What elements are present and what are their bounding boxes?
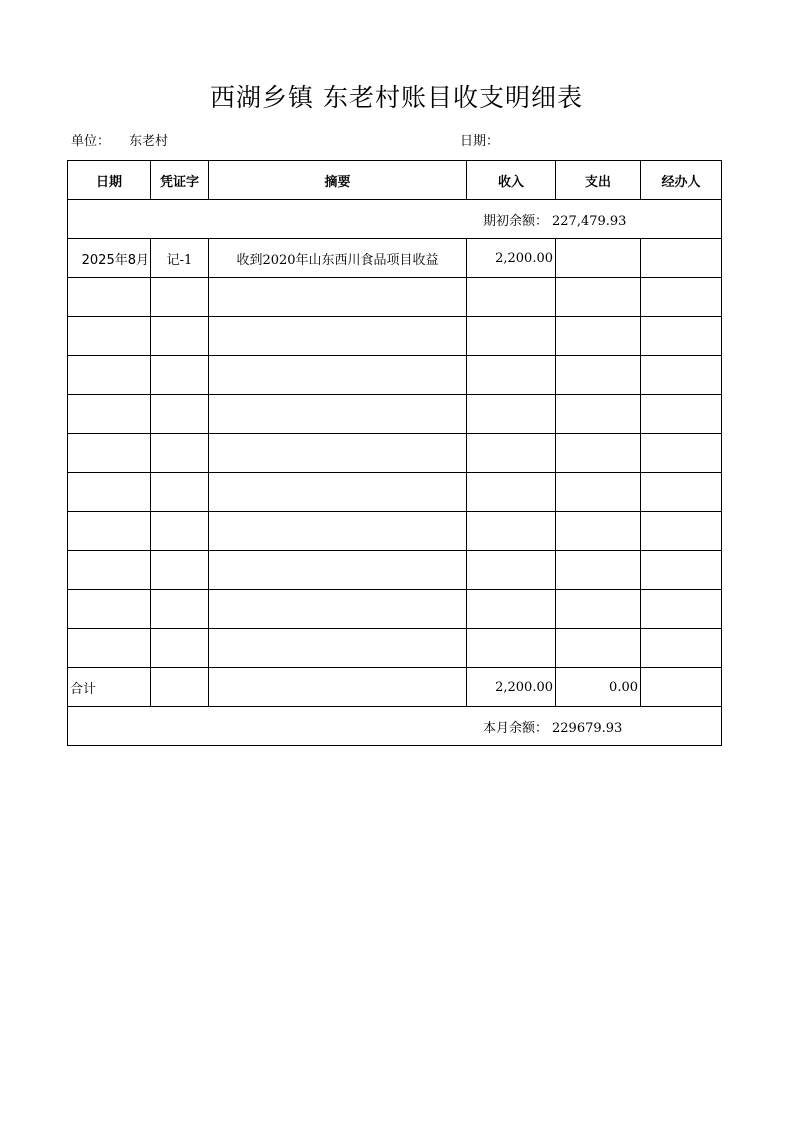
empty-cell [151, 395, 209, 434]
closing-balance-label: 本月余额： [483, 720, 549, 736]
empty-cell [209, 590, 467, 629]
empty-cell [209, 629, 467, 668]
closing-balance-value: 229679.93 [552, 720, 623, 736]
empty-cell [641, 473, 722, 512]
empty-cell [209, 356, 467, 395]
empty-cell [68, 590, 151, 629]
totals-expense: 0.00 [556, 668, 641, 707]
empty-cell [68, 551, 151, 590]
empty-cell [556, 629, 641, 668]
table-row [68, 434, 722, 473]
table-row [68, 590, 722, 629]
empty-cell [467, 551, 556, 590]
opening-balance-row [68, 200, 722, 239]
table-row [68, 629, 722, 668]
empty-cell [68, 278, 151, 317]
empty-cell [641, 395, 722, 434]
empty-cell [467, 278, 556, 317]
empty-cell [467, 395, 556, 434]
table-row [68, 278, 722, 317]
empty-cell [151, 278, 209, 317]
table-row [68, 317, 722, 356]
totals-row [68, 668, 722, 707]
empty-cell [556, 551, 641, 590]
empty-cell [68, 395, 151, 434]
empty-cell [209, 551, 467, 590]
entry-voucher: 记-1 [151, 239, 209, 278]
header-income: 收入 [467, 161, 556, 200]
table-row [68, 473, 722, 512]
empty-cell [641, 551, 722, 590]
empty-cell [151, 590, 209, 629]
entry-summary: 收到2020年山东西川食品项目收益 [209, 239, 467, 278]
table-row [68, 395, 722, 434]
empty-cell [209, 434, 467, 473]
empty-cell [209, 512, 467, 551]
entry-expense [556, 239, 641, 278]
empty-cell [151, 356, 209, 395]
table-row [68, 356, 722, 395]
table-row [68, 512, 722, 551]
empty-cell [68, 356, 151, 395]
document-title: 西湖乡镇 东老村账目收支明细表 [210, 83, 583, 112]
empty-cell [641, 629, 722, 668]
closing-balance-row [68, 707, 722, 746]
empty-cell [209, 668, 467, 707]
empty-cell [641, 590, 722, 629]
empty-cell [641, 512, 722, 551]
header-handler: 经办人 [641, 161, 722, 200]
entry-income: 2,200.00 [467, 239, 556, 278]
empty-cell [467, 629, 556, 668]
empty-cell [68, 629, 151, 668]
empty-cell [556, 512, 641, 551]
date-label: 日期： [460, 134, 500, 149]
unit-value: 东老村 [129, 134, 169, 149]
header-voucher: 凭证字 [151, 161, 209, 200]
empty-cell [467, 434, 556, 473]
empty-cell [151, 317, 209, 356]
empty-cell [467, 317, 556, 356]
empty-cell [68, 512, 151, 551]
empty-cell [209, 395, 467, 434]
empty-cell [556, 317, 641, 356]
unit-label: 单位： [71, 134, 111, 149]
header-summary: 摘要 [209, 161, 467, 200]
empty-cell [467, 590, 556, 629]
empty-cell [209, 317, 467, 356]
empty-cell [556, 473, 641, 512]
empty-cell [467, 512, 556, 551]
empty-cell [556, 278, 641, 317]
empty-cell [556, 356, 641, 395]
empty-cell [151, 512, 209, 551]
empty-cell [641, 668, 722, 707]
header-row [68, 161, 722, 200]
totals-income: 2,200.00 [467, 668, 556, 707]
empty-cell [556, 395, 641, 434]
header-expense: 支出 [556, 161, 641, 200]
empty-cell [151, 473, 209, 512]
empty-cell [641, 356, 722, 395]
empty-cell [209, 278, 467, 317]
empty-cell [68, 473, 151, 512]
empty-cell [467, 473, 556, 512]
empty-cell [68, 434, 151, 473]
empty-cell [151, 668, 209, 707]
empty-cell [556, 434, 641, 473]
empty-cell [151, 629, 209, 668]
opening-balance-label: 期初余额： [483, 213, 549, 229]
table-row [68, 551, 722, 590]
table-row [68, 239, 722, 278]
empty-cell [209, 473, 467, 512]
empty-cell [467, 356, 556, 395]
empty-cell [151, 434, 209, 473]
entry-handler [641, 239, 722, 278]
empty-cell [641, 317, 722, 356]
entry-date: 2025年8月 [68, 239, 151, 278]
opening-balance-cell [68, 200, 722, 239]
empty-cell [151, 551, 209, 590]
totals-label: 合计 [68, 668, 151, 707]
empty-cell [68, 317, 151, 356]
opening-balance-value: 227,479.93 [552, 213, 627, 229]
empty-cell [641, 434, 722, 473]
closing-balance-cell [68, 707, 722, 746]
ledger-table [67, 160, 722, 746]
empty-cell [641, 278, 722, 317]
header-date: 日期 [68, 161, 151, 200]
empty-cell [556, 590, 641, 629]
